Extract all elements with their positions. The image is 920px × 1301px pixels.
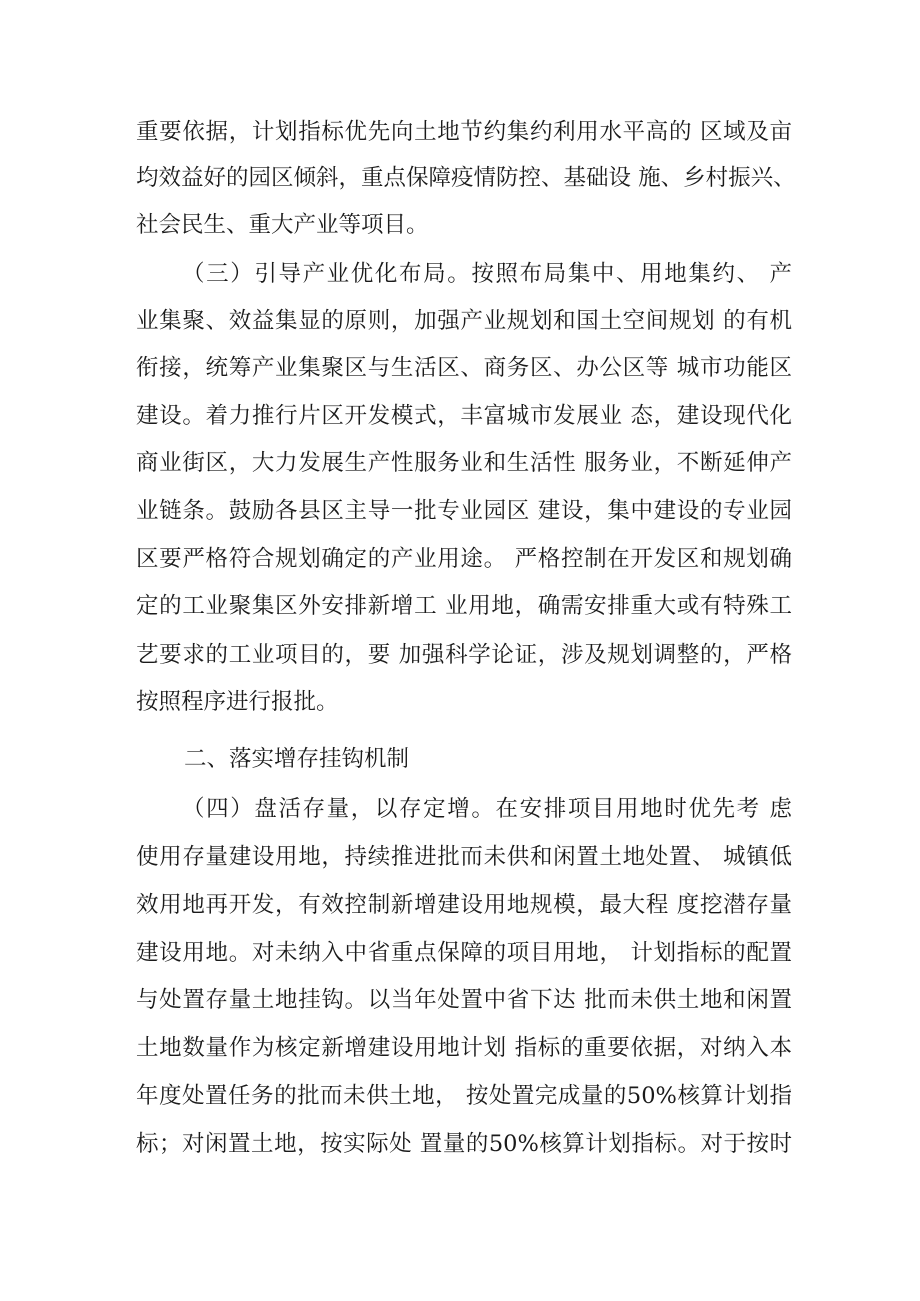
paragraph-line: 商业街区，大力发展生产性服务业和生活性 服务业，不断延伸产 xyxy=(136,450,792,476)
paragraph-line: 衔接，统筹产业集聚区与生活区、商务区、办公区等 城市功能区 xyxy=(136,355,792,381)
paragraph-line: 业链条。鼓励各县区主导一批专业园区 建设，集中建设的专业园 xyxy=(136,498,792,524)
paragraph-line: 建设。着力推行片区开发模式，丰富城市发展业 态，建设现代化 xyxy=(136,403,792,429)
paragraph-line: 定的工业聚集区外安排新增工 业用地，确需安排重大或有特殊工 xyxy=(136,593,792,619)
paragraph-line: 效用地再开发，有效控制新增建设用地规模，最大程 度挖潜存量 xyxy=(136,892,792,918)
paragraph-line: 重要依据，计划指标优先向土地节约集约利用水平高的 区域及亩 xyxy=(136,119,792,145)
paragraph-line: 艺要求的工业项目的，要 加强科学论证，涉及规划调整的，严格 xyxy=(136,642,792,668)
paragraph-line: 均效益好的园区倾斜，重点保障疫情防控、基础设 施、乡村振兴、 xyxy=(136,165,796,191)
paragraph-line: 社会民生、重大产业等项目。 xyxy=(136,212,429,238)
paragraph-line: 区要严格符合规划确定的产业用途。 严格控制在开发区和规划确 xyxy=(136,546,792,572)
section-heading: 二、落实增存挂钩机制 xyxy=(184,746,410,772)
paragraph-line: 使用存量建设用地，持续推进批而未供和闲置土地处置、 城镇低 xyxy=(136,844,792,870)
paragraph-line: 标；对闲置土地，按实际处 置量的50%核算计划指标。对于按时 xyxy=(136,1131,792,1157)
section-4-first-line: （四）盘活存量，以存定增。在安排项目用地时优先考 虑 xyxy=(182,796,792,822)
paragraph-line: 按照程序进行报批。 xyxy=(136,689,339,715)
paragraph-line: 建设用地。对未纳入中省重点保障的项目用地， 计划指标的配置 xyxy=(136,940,792,966)
paragraph-line: 业集聚、效益集显的原则，加强产业规划和国土空间规划 的有机 xyxy=(136,308,792,334)
paragraph-line: 与处置存量土地挂钩。以当年处置中省下达 批而未供土地和闲置 xyxy=(136,987,792,1013)
paragraph-line: 年度处置任务的批而未供土地， 按处置完成量的50%核算计划指 xyxy=(136,1083,792,1109)
paragraph-line: 土地数量作为核定新增建设用地计划 指标的重要依据，对纳入本 xyxy=(136,1035,792,1061)
section-3-first-line: （三）引导产业优化布局。按照布局集中、用地集约、 产 xyxy=(182,261,792,287)
